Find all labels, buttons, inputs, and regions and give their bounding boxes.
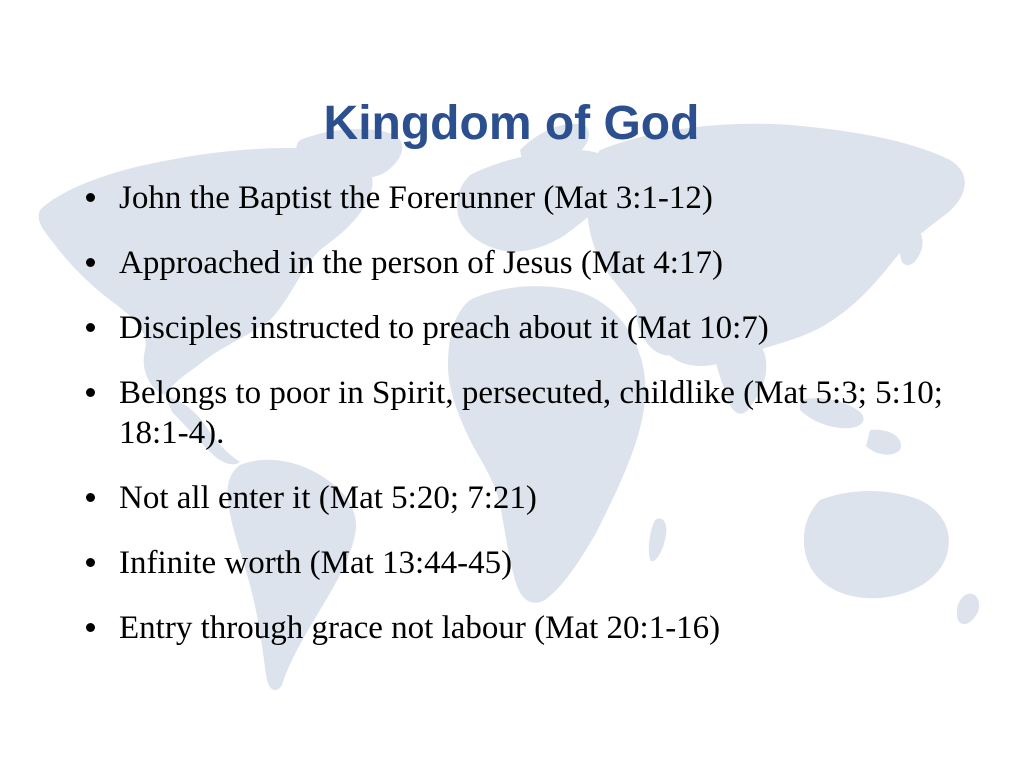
slide-title: Kingdom of God: [323, 97, 700, 150]
bullet-item: [84, 243, 964, 283]
bullet-text: Entry through grace not labour (Mat 20:1-16): [119, 610, 721, 646]
bullet-dot-icon: [86, 493, 95, 502]
bullet-dot-icon: [86, 258, 95, 267]
bullet-item: [84, 373, 964, 453]
bullet-list: [84, 178, 964, 673]
bullet-item: [84, 478, 964, 518]
bullet-dot-icon: [86, 323, 95, 332]
bullet-text: John the Baptist the Forerunner (Mat 3:1-12): [119, 180, 713, 216]
bullet-dot-icon: [86, 193, 95, 202]
bullet-text: Infinite worth (Mat 13:44-45): [119, 545, 513, 581]
bullet-text: Approached in the person of Jesus (Mat 4:17): [119, 245, 723, 281]
bullet-text: Not all enter it (Mat 5:20; 7:21): [119, 480, 537, 516]
bullet-text: Belongs to poor in Spirit, persecuted, childlike (Mat 5:3; 5:10; 18:1-4).: [119, 375, 943, 451]
bullet-dot-icon: [86, 623, 95, 632]
bullet-item: [84, 178, 964, 218]
bullet-item: [84, 308, 964, 348]
bullet-dot-icon: [86, 558, 95, 567]
bullet-dot-icon: [86, 388, 95, 397]
bullet-item: [84, 543, 964, 583]
bullet-item: [84, 608, 964, 648]
bullet-text: Disciples instructed to preach about it (Mat 10:7): [119, 310, 769, 346]
